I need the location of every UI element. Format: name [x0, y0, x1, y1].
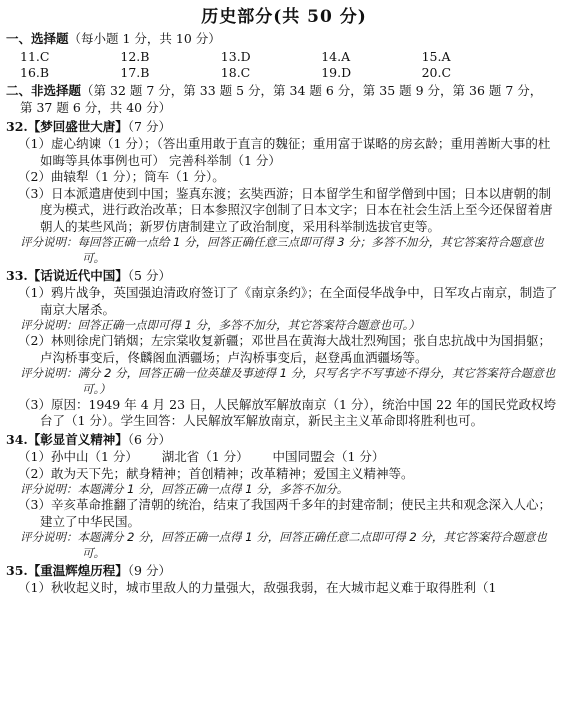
- answer-item: 12.B: [120, 48, 150, 64]
- question-points: （5 分）: [127, 267, 171, 283]
- question-number: 35.: [6, 562, 28, 578]
- question-topic: 【梦回盛世大唐】: [27, 118, 128, 134]
- q33-scoring-note-2: 评分说明：满分 2 分，回答正确一位英雄及事迹得 1 分，只写名字不写事迹不得分，其它答案符合题意也可。）: [20, 366, 556, 396]
- q33-answer-2: （2）林则徐虎门销烟；左宗棠收复新疆；邓世昌在黄海大战壮烈殉国；张自忠抗战中为国捐躯；卢沟桥事变后，佟麟阁血洒疆场；卢沟桥事变后，赵登禹血洒疆场等。: [18, 333, 551, 365]
- answer-item: 18.C: [220, 65, 251, 81]
- section-open-note-2: 第 37 题 6 分，共 40 分）: [20, 100, 172, 116]
- q34-scoring-note-1: 评分说明：本题满分 1 分，回答正确一点得 1 分，多答不加分。: [20, 482, 349, 497]
- section-choice-title: 一、选择题: [6, 31, 69, 47]
- question-topic: 【话说近代中国】: [27, 267, 128, 283]
- q34-answer-1: （1）孙中山（1 分） 湖北省（1 分） 中国同盟会（1 分）: [18, 449, 385, 465]
- answer-item: 16.B: [20, 65, 50, 81]
- section-open-title: 二、非选择题: [6, 82, 82, 98]
- question-points: （7 分）: [127, 118, 171, 134]
- page-title: 历史部分(共 50 分): [201, 7, 367, 27]
- question-33-heading: [6, 268, 562, 285]
- question-number: 34.: [6, 431, 28, 447]
- question-points: （6 分）: [127, 431, 171, 447]
- q33-scoring-note-1: 评分说明：回答正确一点即可得 1 分，多答不加分，其它答案符合题意也可。）: [20, 318, 420, 333]
- section-choice-heading: [6, 31, 562, 48]
- answer-item: 19.D: [321, 65, 352, 81]
- q32-answer-1: （1）虚心纳谏（1 分）；（答出重用敢于直言的魏征；重用富于谋略的房玄龄；重用善断大事的杜如晦等具体事例也可） 完善科举制（1 分）: [18, 136, 551, 168]
- question-topic: 【重温辉煌历程】: [27, 562, 128, 578]
- question-35-heading: [6, 563, 562, 580]
- question-34-heading: [6, 432, 562, 449]
- section-choice-note: （每小题 1 分，共 10 分）: [68, 31, 221, 47]
- answer-item: 15.A: [421, 48, 451, 64]
- section-open-note-cont: [20, 100, 562, 117]
- answer-item: 14.A: [321, 48, 351, 64]
- section-open-heading: [6, 83, 562, 100]
- question-number: 32.: [6, 118, 28, 134]
- question-topic: 【彰显首义精神】: [27, 431, 128, 447]
- choice-answers: [20, 49, 562, 82]
- answer-item: 20.C: [421, 65, 452, 81]
- answer-item: 13.D: [220, 48, 251, 64]
- section-open-note: （第 32 题 7 分，第 33 题 5 分，第 34 题 6 分，第 35 题 9 分，第 36 题 7 分，: [81, 82, 543, 98]
- question-points: （9 分）: [127, 562, 171, 578]
- q34-answer-3: （3）辛亥革命推翻了清朝的统治，结束了我国两千多年的封建帝制；使民主共和观念深入人心；建立了中华民国。: [18, 497, 551, 529]
- q35-answer-1: （1）秋收起义时，城市里敌人的力量强大，敌强我弱，在大城市起义难于取得胜利（1: [18, 580, 497, 596]
- q32-answer-2: （2）曲辕犁（1 分）；筒车（1 分）。: [18, 169, 225, 185]
- question-32-heading: [6, 119, 562, 136]
- q32-answer-3: （3）日本派遣唐使到中国；鉴真东渡；玄奘西游；日本留学生和留学僧到中国；日本以唐朝的制度为模式，进行政治改革；日本参照汉字创制了日本文字；日本在社会生活上至今还保留着唐朝人的某些风尚；新罗仿唐制建立了政治制度，采用科举制选拔官吏等。: [18, 185, 553, 234]
- q33-answer-1: （1）鸦片战争，英国强迫清政府签订了《南京条约》；在全面侵华战争中，日军攻占南京，制造了南京大屠杀。: [18, 285, 558, 317]
- answer-document: [6, 6, 562, 597]
- q34-answer-2: （2）敢为天下先；献身精神；首创精神；改革精神；爱国主义精神等。: [18, 465, 414, 481]
- q32-scoring-note: 评分说明：每回答正确一点给 1 分，回答正确任意三点即可得 3 分；多答不加分，其它答案符合题意也可。: [20, 235, 544, 265]
- q34-scoring-note-2: 评分说明：本题满分 2 分，回答正确一点得 1 分，回答正确任意二点即可得 2 分，其它答案符合题意也可。: [20, 530, 547, 560]
- answer-item: 17.B: [120, 65, 150, 81]
- question-number: 33.: [6, 267, 28, 283]
- q33-answer-3: （3）原因：1949 年 4 月 23 日，人民解放军解放南京（1 分），统治中国 22 年的国民党政权垮台了（1 分）。学生回答：人民解放军解放南京，新民主主义革命即将胜利也可。: [18, 396, 557, 429]
- answer-item: 11.C: [20, 48, 50, 64]
